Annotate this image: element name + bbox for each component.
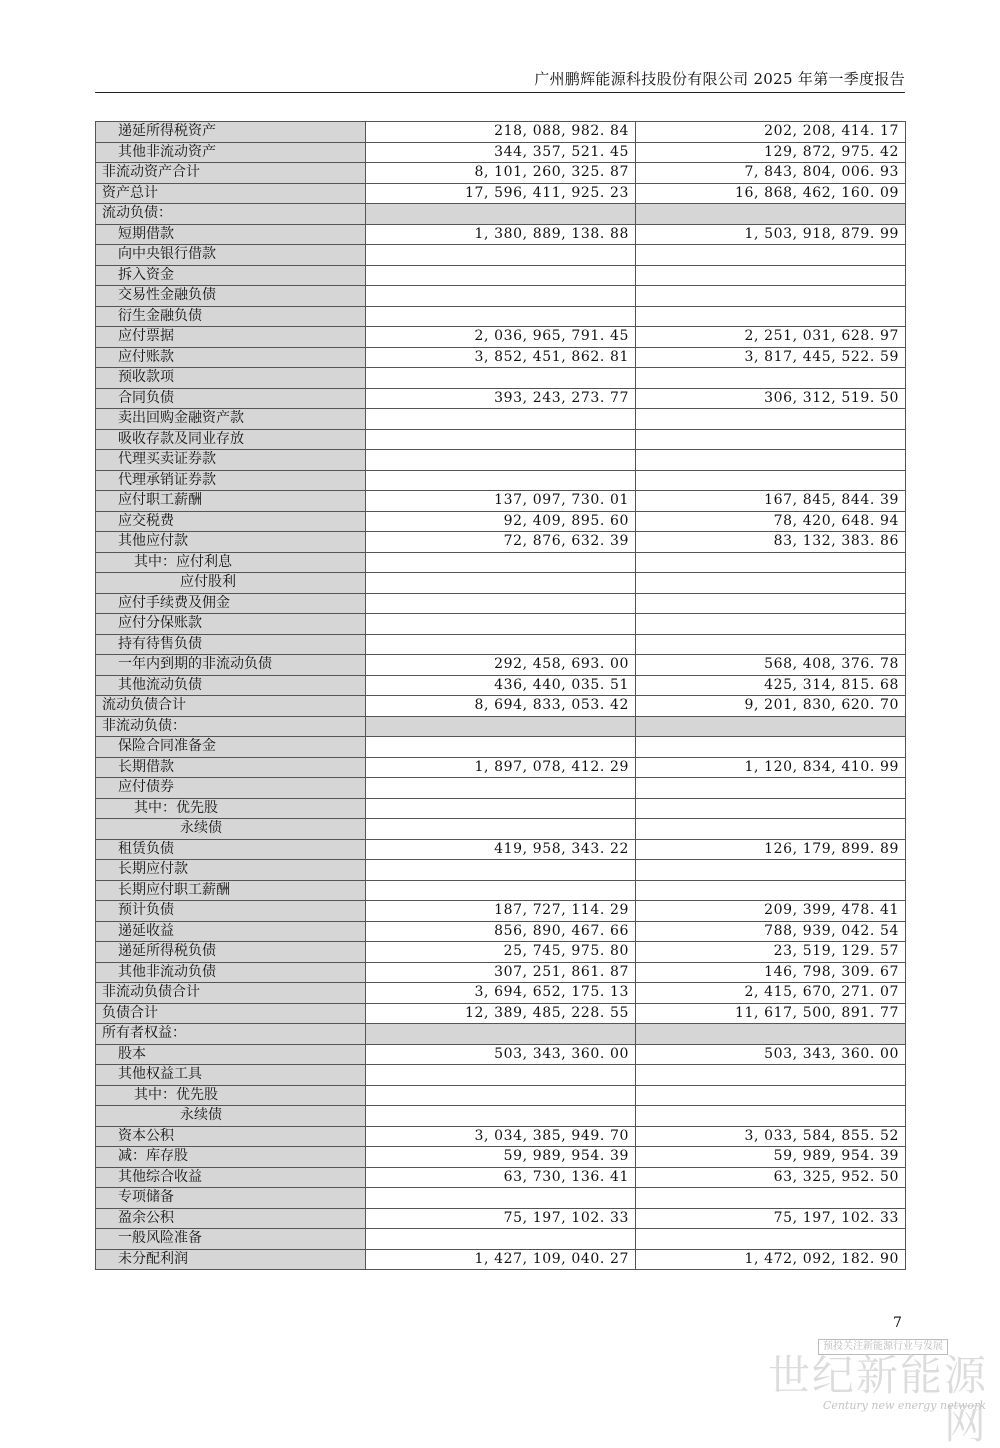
current-period-value xyxy=(366,1024,636,1045)
row-label: 应付分保账款 xyxy=(96,614,366,635)
current-period-value xyxy=(366,634,636,655)
prior-period-value: 78, 420, 648. 94 xyxy=(636,511,906,532)
table-row xyxy=(96,819,906,840)
current-period-value xyxy=(366,819,636,840)
row-label: 代理买卖证券款 xyxy=(96,450,366,471)
table-row xyxy=(96,163,906,184)
table-row xyxy=(96,491,906,512)
prior-period-value: 75, 197, 102. 33 xyxy=(636,1208,906,1229)
row-label: 资本公积 xyxy=(96,1126,366,1147)
table-row xyxy=(96,1126,906,1147)
prior-period-value xyxy=(636,778,906,799)
current-period-value: 3, 694, 652, 175. 13 xyxy=(366,983,636,1004)
row-label: 其他流动负债 xyxy=(96,675,366,696)
table-row xyxy=(96,122,906,143)
table-row xyxy=(96,368,906,389)
current-period-value xyxy=(366,204,636,225)
table-row xyxy=(96,634,906,655)
table-row xyxy=(96,142,906,163)
prior-period-value xyxy=(636,737,906,758)
table-row xyxy=(96,1188,906,1209)
page-number: 7 xyxy=(893,1315,902,1331)
prior-period-value xyxy=(636,286,906,307)
row-label: 应付票据 xyxy=(96,327,366,348)
row-label: 向中央银行借款 xyxy=(96,245,366,266)
current-period-value: 25, 745, 975. 80 xyxy=(366,942,636,963)
watermark-logo: 世纪新能源网 xyxy=(768,1351,989,1448)
current-period-value: 8, 101, 260, 325. 87 xyxy=(366,163,636,184)
current-period-value: 3, 852, 451, 862. 81 xyxy=(366,347,636,368)
prior-period-value: 306, 312, 519. 50 xyxy=(636,388,906,409)
row-label: 流动负债： xyxy=(96,204,366,225)
prior-period-value: 16, 868, 462, 160. 09 xyxy=(636,183,906,204)
table-row xyxy=(96,511,906,532)
current-period-value: 1, 427, 109, 040. 27 xyxy=(366,1249,636,1270)
row-label: 流动负债合计 xyxy=(96,696,366,717)
row-label: 盈余公积 xyxy=(96,1208,366,1229)
table-row xyxy=(96,1085,906,1106)
table-row xyxy=(96,962,906,983)
table-row xyxy=(96,655,906,676)
prior-period-value xyxy=(636,614,906,635)
table-row xyxy=(96,245,906,266)
row-label: 吸收存款及同业存放 xyxy=(96,429,366,450)
row-label: 所有者权益： xyxy=(96,1024,366,1045)
watermark-subtitle: Century new energy network xyxy=(822,1399,986,1412)
prior-period-value: 129, 872, 975. 42 xyxy=(636,142,906,163)
prior-period-value: 3, 817, 445, 522. 59 xyxy=(636,347,906,368)
prior-period-value: 63, 325, 952. 50 xyxy=(636,1167,906,1188)
section-row xyxy=(96,204,906,225)
current-period-value: 307, 251, 861. 87 xyxy=(366,962,636,983)
prior-period-value: 146, 798, 309. 67 xyxy=(636,962,906,983)
current-period-value xyxy=(366,245,636,266)
current-period-value xyxy=(366,1085,636,1106)
section-row xyxy=(96,716,906,737)
prior-period-value xyxy=(636,429,906,450)
current-period-value: 436, 440, 035. 51 xyxy=(366,675,636,696)
prior-period-value xyxy=(636,1106,906,1127)
table-row xyxy=(96,429,906,450)
row-label: 永续债 xyxy=(96,1106,366,1127)
current-period-value xyxy=(366,265,636,286)
row-label: 减：库存股 xyxy=(96,1147,366,1168)
current-period-value xyxy=(366,737,636,758)
current-period-value xyxy=(366,614,636,635)
row-label: 短期借款 xyxy=(96,224,366,245)
prior-period-value xyxy=(636,368,906,389)
table-row xyxy=(96,265,906,286)
row-label: 交易性金融负债 xyxy=(96,286,366,307)
prior-period-value xyxy=(636,798,906,819)
current-period-value xyxy=(366,450,636,471)
current-period-value xyxy=(366,716,636,737)
row-label: 应交税费 xyxy=(96,511,366,532)
row-label: 应付手续费及佣金 xyxy=(96,593,366,614)
table-row xyxy=(96,450,906,471)
prior-period-value: 788, 939, 042. 54 xyxy=(636,921,906,942)
table-row xyxy=(96,860,906,881)
current-period-value xyxy=(366,1106,636,1127)
report-title: 广州鹏辉能源科技股份有限公司 2025 年第一季度报告 xyxy=(534,70,905,88)
row-label: 其中：优先股 xyxy=(96,1085,366,1106)
prior-period-value: 503, 343, 360. 00 xyxy=(636,1044,906,1065)
row-label: 其中：应付利息 xyxy=(96,552,366,573)
row-label: 预计负债 xyxy=(96,901,366,922)
row-label: 未分配利润 xyxy=(96,1249,366,1270)
row-label: 股本 xyxy=(96,1044,366,1065)
row-label: 非流动负债： xyxy=(96,716,366,737)
current-period-value: 17, 596, 411, 925. 23 xyxy=(366,183,636,204)
table-row xyxy=(96,1044,906,1065)
prior-period-value xyxy=(636,573,906,594)
table-row xyxy=(96,409,906,430)
current-period-value xyxy=(366,409,636,430)
prior-period-value: 1, 120, 834, 410. 99 xyxy=(636,757,906,778)
prior-period-value: 2, 415, 670, 271. 07 xyxy=(636,983,906,1004)
row-label: 永续债 xyxy=(96,819,366,840)
row-label: 其他应付款 xyxy=(96,532,366,553)
row-label: 租赁负债 xyxy=(96,839,366,860)
row-label: 拆入资金 xyxy=(96,265,366,286)
row-label: 专项储备 xyxy=(96,1188,366,1209)
row-label: 应付账款 xyxy=(96,347,366,368)
prior-period-value: 1, 472, 092, 182. 90 xyxy=(636,1249,906,1270)
current-period-value xyxy=(366,286,636,307)
row-label: 资产总计 xyxy=(96,183,366,204)
current-period-value xyxy=(366,306,636,327)
report-header xyxy=(95,66,905,93)
current-period-value xyxy=(366,593,636,614)
row-label: 递延所得税负债 xyxy=(96,942,366,963)
prior-period-value: 209, 399, 478. 41 xyxy=(636,901,906,922)
current-period-value: 8, 694, 833, 053. 42 xyxy=(366,696,636,717)
section-row xyxy=(96,1024,906,1045)
row-label: 代理承销证券款 xyxy=(96,470,366,491)
row-label: 递延所得税资产 xyxy=(96,122,366,143)
current-period-value: 59, 989, 954. 39 xyxy=(366,1147,636,1168)
current-period-value: 92, 409, 895. 60 xyxy=(366,511,636,532)
current-period-value xyxy=(366,778,636,799)
prior-period-value xyxy=(636,409,906,430)
row-label: 应付职工薪酬 xyxy=(96,491,366,512)
current-period-value: 3, 034, 385, 949. 70 xyxy=(366,1126,636,1147)
prior-period-value xyxy=(636,593,906,614)
table-row xyxy=(96,1106,906,1127)
current-period-value: 187, 727, 114. 29 xyxy=(366,901,636,922)
prior-period-value: 9, 201, 830, 620. 70 xyxy=(636,696,906,717)
prior-period-value: 167, 845, 844. 39 xyxy=(636,491,906,512)
prior-period-value xyxy=(636,1085,906,1106)
row-label: 非流动负债合计 xyxy=(96,983,366,1004)
table-row xyxy=(96,532,906,553)
current-period-value: 72, 876, 632. 39 xyxy=(366,532,636,553)
table-row xyxy=(96,327,906,348)
prior-period-value: 425, 314, 815. 68 xyxy=(636,675,906,696)
table-row xyxy=(96,306,906,327)
current-period-value: 344, 357, 521. 45 xyxy=(366,142,636,163)
prior-period-value: 202, 208, 414. 17 xyxy=(636,122,906,143)
table-row xyxy=(96,470,906,491)
row-label: 衍生金融负债 xyxy=(96,306,366,327)
prior-period-value xyxy=(636,860,906,881)
current-period-value xyxy=(366,1229,636,1250)
row-label: 应付债券 xyxy=(96,778,366,799)
table-row xyxy=(96,942,906,963)
table-row xyxy=(96,1003,906,1024)
prior-period-value: 2, 251, 031, 628. 97 xyxy=(636,327,906,348)
row-label: 长期应付职工薪酬 xyxy=(96,880,366,901)
prior-period-value xyxy=(636,265,906,286)
watermark-slogan: 预投关注新能源行业与发展 xyxy=(818,1339,948,1355)
table-row xyxy=(96,757,906,778)
row-label: 保险合同准备金 xyxy=(96,737,366,758)
current-period-value xyxy=(366,552,636,573)
prior-period-value: 59, 989, 954. 39 xyxy=(636,1147,906,1168)
table-row xyxy=(96,388,906,409)
current-period-value: 12, 389, 485, 228. 55 xyxy=(366,1003,636,1024)
table-row xyxy=(96,552,906,573)
table-row xyxy=(96,1229,906,1250)
table-row xyxy=(96,737,906,758)
prior-period-value: 11, 617, 500, 891. 77 xyxy=(636,1003,906,1024)
current-period-value: 1, 897, 078, 412. 29 xyxy=(366,757,636,778)
row-label: 长期应付款 xyxy=(96,860,366,881)
row-label: 长期借款 xyxy=(96,757,366,778)
prior-period-value xyxy=(636,1188,906,1209)
row-label: 其他权益工具 xyxy=(96,1065,366,1086)
prior-period-value xyxy=(636,552,906,573)
row-label: 非流动资产合计 xyxy=(96,163,366,184)
current-period-value: 218, 088, 982. 84 xyxy=(366,122,636,143)
current-period-value: 393, 243, 273. 77 xyxy=(366,388,636,409)
prior-period-value xyxy=(636,1024,906,1045)
table-row xyxy=(96,224,906,245)
table-row xyxy=(96,183,906,204)
prior-period-value: 23, 519, 129. 57 xyxy=(636,942,906,963)
table-row xyxy=(96,1065,906,1086)
row-label: 其他非流动资产 xyxy=(96,142,366,163)
table-row xyxy=(96,696,906,717)
table-row xyxy=(96,286,906,307)
current-period-value: 1, 380, 889, 138. 88 xyxy=(366,224,636,245)
table-row xyxy=(96,901,906,922)
prior-period-value xyxy=(636,470,906,491)
current-period-value: 503, 343, 360. 00 xyxy=(366,1044,636,1065)
table-row xyxy=(96,1249,906,1270)
table-row xyxy=(96,573,906,594)
row-label: 一年内到期的非流动负债 xyxy=(96,655,366,676)
row-label: 递延收益 xyxy=(96,921,366,942)
prior-period-value xyxy=(636,204,906,225)
prior-period-value: 3, 033, 584, 855. 52 xyxy=(636,1126,906,1147)
table-row xyxy=(96,347,906,368)
current-period-value: 75, 197, 102. 33 xyxy=(366,1208,636,1229)
row-label: 卖出回购金融资产款 xyxy=(96,409,366,430)
row-label: 负债合计 xyxy=(96,1003,366,1024)
current-period-value xyxy=(366,429,636,450)
table-row xyxy=(96,1167,906,1188)
row-label: 其中：优先股 xyxy=(96,798,366,819)
balance-sheet-body xyxy=(96,122,906,1270)
current-period-value: 292, 458, 693. 00 xyxy=(366,655,636,676)
prior-period-value xyxy=(636,819,906,840)
current-period-value xyxy=(366,1188,636,1209)
current-period-value xyxy=(366,880,636,901)
row-label: 其他综合收益 xyxy=(96,1167,366,1188)
table-row xyxy=(96,983,906,1004)
table-row xyxy=(96,798,906,819)
row-label: 持有待售负债 xyxy=(96,634,366,655)
row-label: 预收款项 xyxy=(96,368,366,389)
current-period-value: 856, 890, 467. 66 xyxy=(366,921,636,942)
table-row xyxy=(96,614,906,635)
prior-period-value xyxy=(636,880,906,901)
current-period-value: 2, 036, 965, 791. 45 xyxy=(366,327,636,348)
prior-period-value: 568, 408, 376. 78 xyxy=(636,655,906,676)
prior-period-value: 7, 843, 804, 006. 93 xyxy=(636,163,906,184)
current-period-value xyxy=(366,573,636,594)
table-row xyxy=(96,593,906,614)
table-row xyxy=(96,921,906,942)
current-period-value xyxy=(366,860,636,881)
prior-period-value xyxy=(636,1065,906,1086)
table-row xyxy=(96,1208,906,1229)
row-label: 合同负债 xyxy=(96,388,366,409)
current-period-value xyxy=(366,1065,636,1086)
row-label: 应付股利 xyxy=(96,573,366,594)
prior-period-value: 83, 132, 383. 86 xyxy=(636,532,906,553)
row-label: 一般风险准备 xyxy=(96,1229,366,1250)
table-row xyxy=(96,880,906,901)
row-label: 其他非流动负债 xyxy=(96,962,366,983)
table-row xyxy=(96,778,906,799)
table-row xyxy=(96,839,906,860)
table-row xyxy=(96,1147,906,1168)
prior-period-value xyxy=(636,716,906,737)
prior-period-value xyxy=(636,450,906,471)
current-period-value: 419, 958, 343. 22 xyxy=(366,839,636,860)
current-period-value: 63, 730, 136. 41 xyxy=(366,1167,636,1188)
prior-period-value xyxy=(636,1229,906,1250)
current-period-value xyxy=(366,470,636,491)
table-row xyxy=(96,675,906,696)
prior-period-value: 126, 179, 899. 89 xyxy=(636,839,906,860)
prior-period-value xyxy=(636,306,906,327)
prior-period-value: 1, 503, 918, 879. 99 xyxy=(636,224,906,245)
current-period-value: 137, 097, 730. 01 xyxy=(366,491,636,512)
prior-period-value xyxy=(636,245,906,266)
balance-sheet-table xyxy=(95,121,906,1270)
prior-period-value xyxy=(636,634,906,655)
current-period-value xyxy=(366,368,636,389)
current-period-value xyxy=(366,798,636,819)
